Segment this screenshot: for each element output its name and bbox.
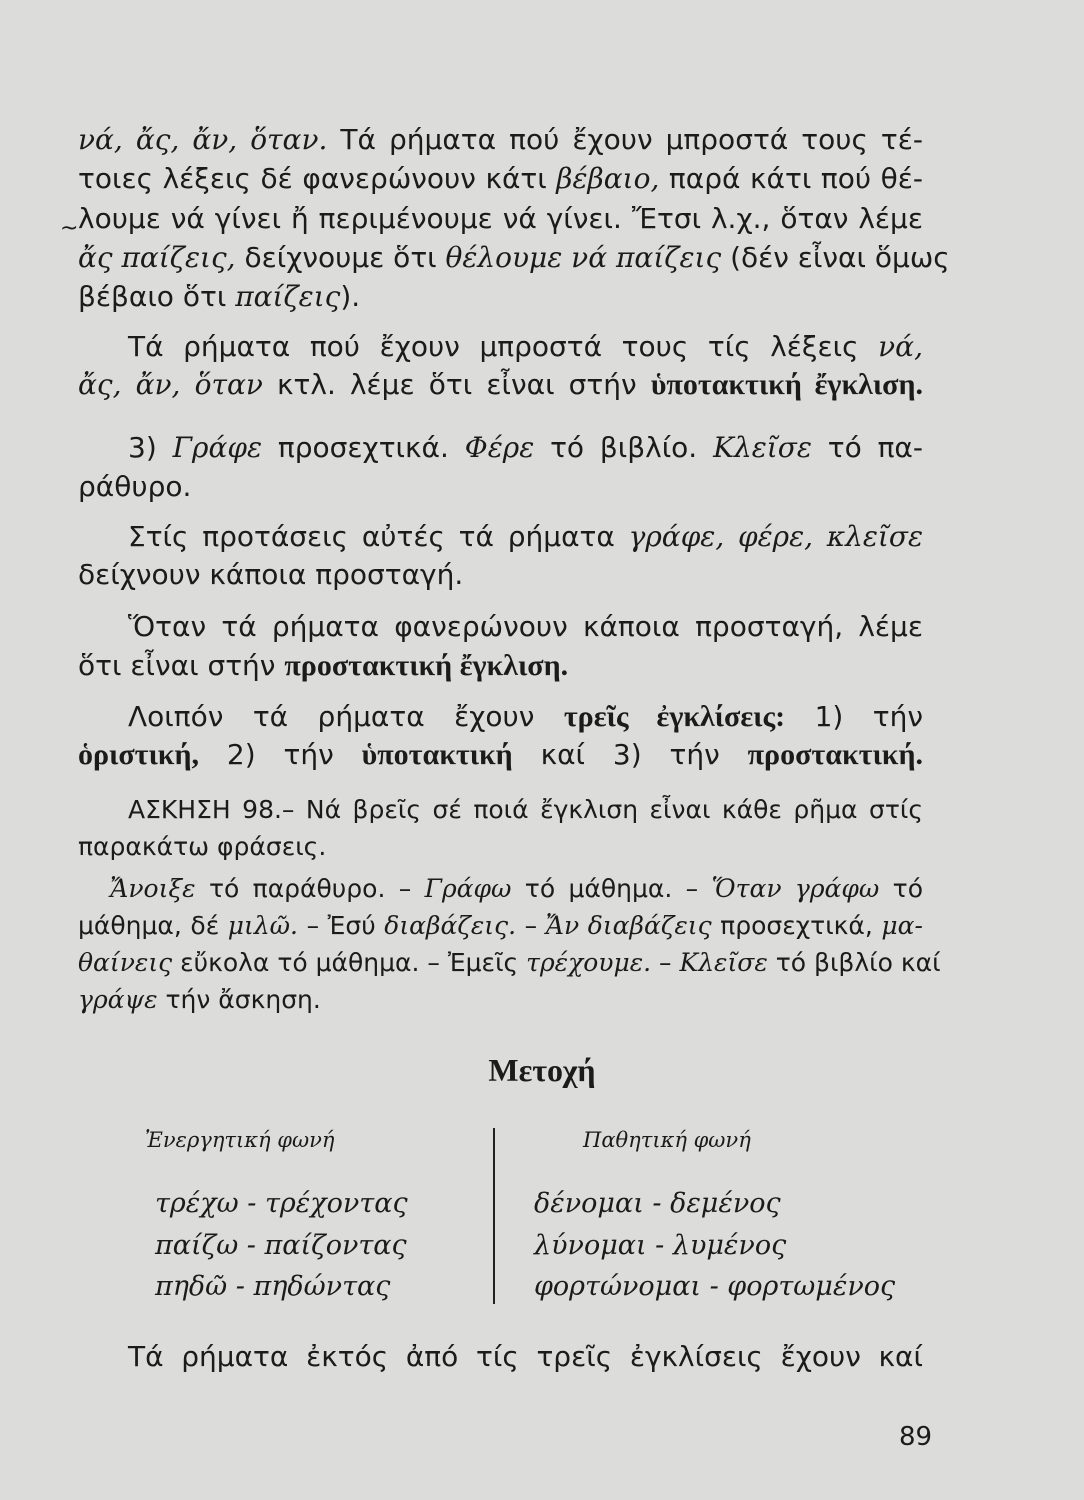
text-line: Ὅταν τά ρήματα φανερώνουν κάποια προσταγή, λέμε	[128, 610, 923, 643]
text-line: ὅτι εἶναι στήν προστακτική ἔγκλιση.	[78, 649, 569, 682]
column-divider	[493, 1128, 495, 1304]
exercise-line: Ἄνοιξε τό παράθυρο. – Γράφω τό μάθημα. – Ὅταν γράφω τό	[110, 874, 924, 903]
tilde-mark: ~	[60, 216, 79, 241]
text-line: 3) Γράφε προσεχτικά. Φέρε τό βιβλίο. Κλεῖσε τό πα-	[128, 431, 923, 464]
page-number: 89	[899, 1422, 933, 1452]
section-title: Μετοχή	[488, 1052, 596, 1088]
passive-participle-row: φορτώνομαι - φορτωμένος	[534, 1271, 896, 1302]
text-line: ἄς παίζεις, δείχνουμε ὅτι θέλουμε νά παίζεις (δέν εἶναι ὅμως	[78, 241, 950, 274]
active-voice-header: Ἐνεργητική φωνή	[145, 1128, 335, 1152]
text-line: λουμε νά γίνει ἤ περιμένουμε νά γίνει. Ἔτσι λ.χ., ὅταν λέμε	[78, 202, 923, 235]
active-participle-row: τρέχω - τρέχοντας	[155, 1188, 408, 1219]
text-line: ράθυρο.	[78, 470, 192, 503]
active-participle-row: παίζω - παίζοντας	[155, 1230, 407, 1261]
passive-participle-row: λύνομαι - λυμένος	[534, 1230, 787, 1261]
text-line: βέβαιο ὅτι παίζεις).	[78, 280, 361, 313]
text-line: ὁριστική, 2) τήν ὑποτακτική καί 3) τήν προστακτική.	[78, 738, 923, 771]
active-participle-row: πηδῶ - πηδώντας	[155, 1271, 391, 1302]
exercise-heading: ΑΣΚΗΣΗ 98.– Νά βρεῖς σέ ποιά ἔγκλιση εἶναι κάθε ρῆμα στίς	[128, 795, 923, 824]
exercise-line: θαίνεις εὔκολα τό μάθημα. – Ἐμεῖς τρέχουμε. – Κλεῖσε τό βιβλίο καί	[78, 948, 941, 977]
exercise-line: παρακάτω φράσεις.	[78, 832, 327, 861]
passive-participle-row: δένομαι - δεμένος	[534, 1188, 781, 1219]
text-line: τοιες λέξεις δέ φανερώνουν κάτι βέβαιο, παρά κάτι πού θέ-	[78, 162, 923, 195]
exercise-line: μάθημα, δέ μιλῶ. – Ἐσύ διαβάζεις. – Ἄν διαβάζεις προσεχτικά, μα-	[78, 911, 923, 940]
text-line: δείχνουν κάποια προσταγή.	[78, 558, 464, 591]
text-line: Τά ρήματα πού ἔχουν μπροστά τους τίς λέξεις νά,	[128, 330, 923, 363]
text-line: Λοιπόν τά ρήματα ἔχουν τρεῖς ἐγκλίσεις: 1) τήν	[128, 700, 923, 733]
text-line: Στίς προτάσεις αὐτές τά ρήματα γράφε, φέρε, κλεῖσε	[128, 520, 924, 553]
text-line: ἄς, ἄν, ὅταν κτλ. λέμε ὅτι εἶναι στήν ὑποτακτική ἔγκλιση.	[78, 368, 923, 401]
exercise-line: γράψε τήν ἄσκηση.	[78, 985, 321, 1014]
text-line: νά, ἄς, ἄν, ὅταν. Τά ρήματα πού ἔχουν μπροστά τους τέ-	[78, 123, 924, 156]
text-line: Τά ρήματα ἐκτός ἀπό τίς τρεῖς ἐγκλίσεις ἔχουν καί	[128, 1340, 923, 1373]
passive-voice-header: Παθητική φωνή	[583, 1128, 751, 1152]
